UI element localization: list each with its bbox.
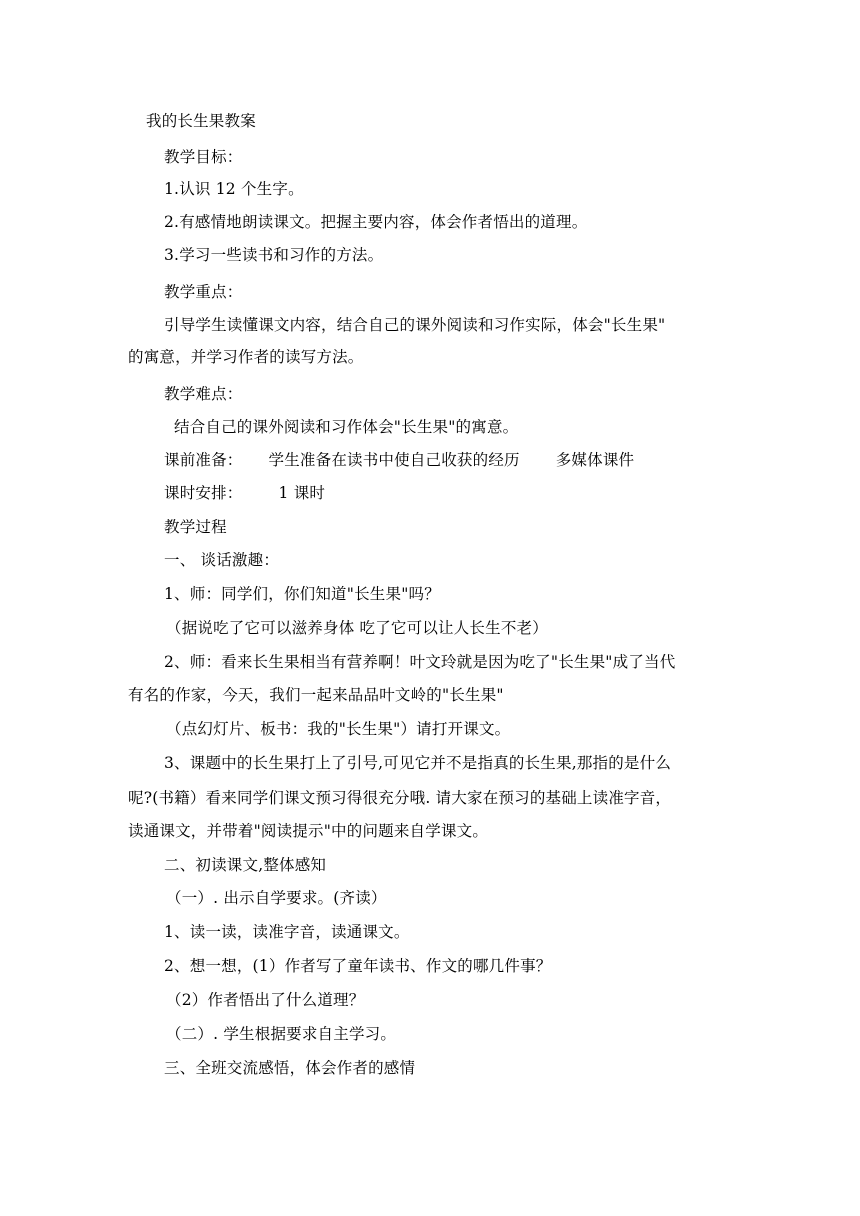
objective-item-3: 3.学习一些读书和习作的方法。 xyxy=(164,246,384,264)
section-1-item-3-line-3: 读通课文，并带着"阅读提示"中的问题来自学课文。 xyxy=(128,822,489,840)
section-1-item-1: 1、师：同学们，你们知道"长生果"吗？ xyxy=(164,585,440,603)
difficulty-text: 结合自己的课外阅读和习作体会"长生果"的寓意。 xyxy=(174,418,519,436)
section-2-item-1: 1、读一读，读准字音，读通课文。 xyxy=(164,923,410,941)
objective-item-1: 1.认识 12 个生字。 xyxy=(164,180,304,198)
objectives-heading: 教学目标： xyxy=(164,148,243,166)
schedule-value: 1 课时 xyxy=(278,484,326,502)
difficulty-heading: 教学难点： xyxy=(164,385,243,403)
prep-item-2: 多媒体课件 xyxy=(555,451,635,469)
section-1-item-3-line-1: 3、课题中的长生果打上了引号,可见它并不是指真的长生果,那指的是什么 xyxy=(164,754,672,772)
prep-label: 课前准备： xyxy=(164,451,243,469)
objective-item-2: 2.有感情地朗读课文。把握主要内容，体会作者悟出的道理。 xyxy=(164,213,588,231)
key-points-heading: 教学重点： xyxy=(164,283,243,301)
section-1-note-2: （点幻灯片、板书：我的"长生果"）请打开课文。 xyxy=(166,720,511,738)
section-2-sub-2: （二）. 学生根据要求自主学习。 xyxy=(166,1025,397,1043)
document-title: 我的长生果教案 xyxy=(146,112,256,130)
section-1-item-3-line-2: 呢?(书籍）看来同学们课文预习得很充分哦. 请大家在预习的基础上读准字音， xyxy=(128,789,672,807)
section-2-sub-1: （一）. 出示自学要求。(齐读） xyxy=(166,889,387,907)
schedule-row xyxy=(164,483,325,503)
section-1-item-2-line-1: 2、师：看来长生果相当有营养啊！叶文玲就是因为吃了"长生果"成了当代 xyxy=(164,653,676,671)
section-1-heading: 一、 谈话激趣： xyxy=(164,551,280,569)
section-2-item-2-sub: （2）作者悟出了什么道理？ xyxy=(166,991,365,1009)
prep-item-1: 学生准备在读书中使自己收获的经历 xyxy=(268,451,520,469)
section-2-heading: 二、初读课文,整体感知 xyxy=(164,856,327,874)
prep-row xyxy=(164,450,634,470)
section-2-item-2: 2、想一想，(1）作者写了童年读书、作文的哪几件事？ xyxy=(164,957,552,975)
section-3-heading: 三、全班交流感悟，体会作者的感情 xyxy=(164,1059,416,1077)
key-points-line-2: 的寓意，并学习作者的读写方法。 xyxy=(128,348,364,366)
schedule-label: 课时安排： xyxy=(164,484,243,502)
key-points-line-1: 引导学生读懂课文内容，结合自己的课外阅读和习作实际，体会"长生果" xyxy=(164,316,666,334)
section-1-note-1: （据说吃了它可以滋养身体 吃了它可以让人长生不老） xyxy=(166,619,548,637)
section-1-item-2-line-2: 有名的作家，今天，我们一起来品品叶文岭的"长生果" xyxy=(128,686,504,704)
process-heading: 教学过程 xyxy=(164,518,227,536)
